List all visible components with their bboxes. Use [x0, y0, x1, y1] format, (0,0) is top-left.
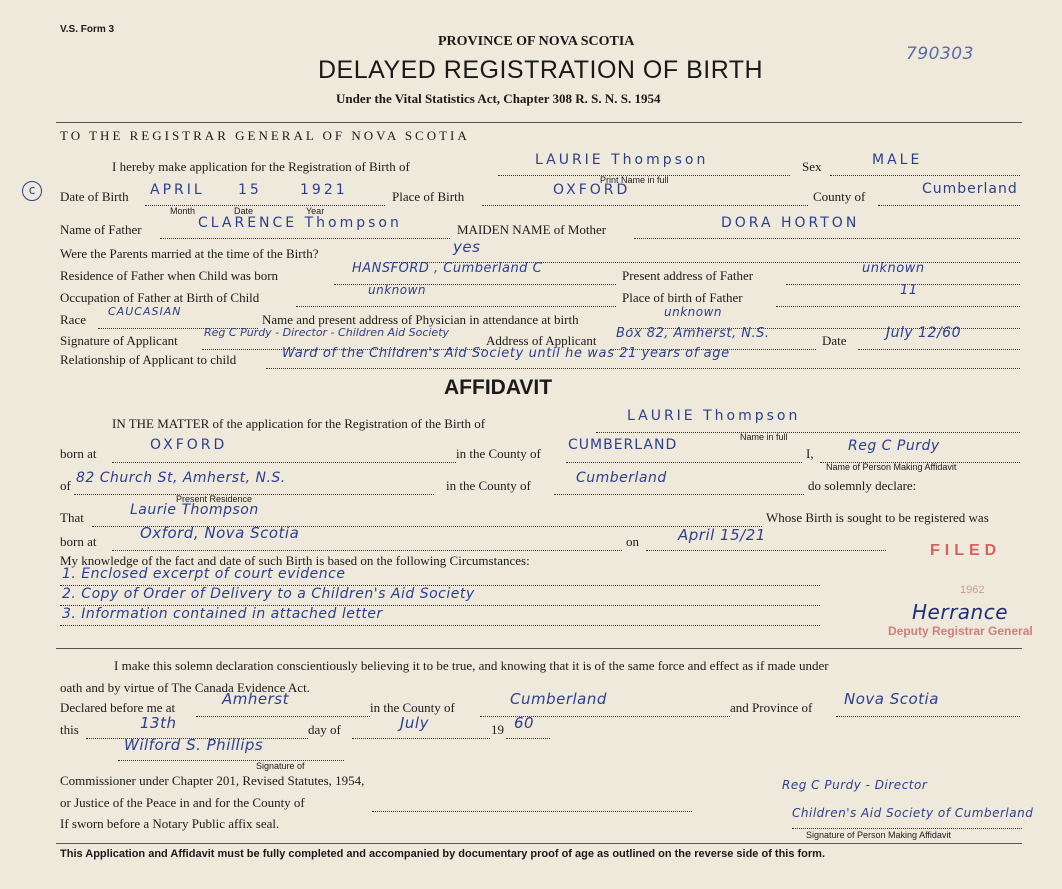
residence-father-value: HANSFORD , Cumberland C: [352, 261, 543, 276]
declarant-signature-1: Reg C Purdy - Director: [782, 778, 928, 792]
declared-at-value: Amherst: [222, 690, 289, 708]
sex-value: MALE: [872, 152, 923, 168]
knowledge-label: My knowledge of the fact and date of such Birth is based on the following Circumstances:: [60, 553, 530, 568]
residence-father-label: Residence of Father when Child was born: [60, 268, 279, 283]
father-value: CLARENCE Thompson: [198, 215, 402, 231]
occupation-line: [296, 306, 616, 307]
relationship-value: Ward of the Children's Aid Society until he was 21 years of age: [282, 346, 730, 361]
physician-value: unknown: [664, 305, 723, 319]
married-value: yes: [453, 238, 481, 256]
born-at-label: born at: [60, 446, 97, 461]
declared-before-label: Declared before me at: [60, 700, 176, 715]
born-at-line: [112, 462, 456, 463]
date-value: July 12/60: [886, 325, 961, 341]
commissioner-signature: Wilford S. Phillips: [124, 736, 264, 754]
on-label: on: [626, 534, 639, 549]
in-county2-label: in the County of: [446, 478, 531, 493]
commissioner-label: Commissioner under Chapter 201, Revised Statutes, 1954,: [60, 773, 365, 788]
declarant-signature-line: [792, 828, 1022, 829]
place-of-birth-line: [482, 205, 808, 206]
year-caption: Year: [306, 206, 325, 216]
form-number: V.S. Form 3: [60, 24, 115, 35]
sig-applicant-value: Reg C Purdy - Director - Children Aid Society: [204, 326, 450, 339]
declared-at-line: [196, 716, 370, 717]
day-value: 13th: [140, 714, 177, 732]
born-at2-value: Oxford, Nova Scotia: [140, 524, 300, 542]
physician-label: Name and present address of Physician in attendance at birth: [262, 312, 579, 327]
mother-label: MAIDEN NAME of Mother: [457, 222, 607, 237]
present-address-father-label: Present address of Father: [622, 268, 754, 283]
county-value: Cumberland: [922, 181, 1018, 197]
in-county-line: [566, 462, 802, 463]
circumstance-line-3: [60, 625, 820, 626]
mother-line: [634, 238, 1020, 239]
commissioner-signature-line: [118, 760, 344, 761]
print-name-caption: Print Name in full: [600, 175, 669, 185]
place-birth-father-label: Place of birth of Father: [622, 290, 743, 305]
sig-applicant-label: Signature of Applicant: [60, 333, 178, 348]
present-address-father-value: unknown: [862, 261, 925, 276]
month-caption: Month: [170, 206, 196, 216]
race-label: Race: [60, 312, 86, 327]
province-line: [836, 716, 1020, 717]
name-in-full-caption: Name in full: [740, 432, 788, 442]
in-county2-value: Cumberland: [576, 470, 667, 486]
justice-county-line: [372, 811, 692, 812]
declaration-text-2: oath and by virtue of The Canada Evidence Act.: [60, 680, 310, 695]
footer-note: This Application and Affidavit must be fully completed and accompanied by documentary proof of age as outlined on the reverse side of this form.: [60, 848, 826, 860]
relationship-label: Relationship of Applicant to child: [60, 352, 237, 367]
in-county3-value: Cumberland: [510, 690, 607, 708]
on-line: [646, 550, 886, 551]
declaration-divider: [56, 648, 1022, 649]
in-county-label: in the County of: [456, 446, 541, 461]
county-label: County of: [813, 189, 866, 204]
circumstance-1: 1. Enclosed excerpt of court evidence: [62, 566, 346, 582]
justice-label: or Justice of the Peace in and for the County of: [60, 795, 305, 810]
father-line: [160, 238, 450, 239]
that-label: That: [60, 510, 84, 525]
dob-month-value: APRIL: [150, 182, 205, 198]
day-of-label: day of: [308, 722, 341, 737]
solemnly-label: do solemnly declare:: [808, 478, 917, 493]
month-value: July: [400, 714, 429, 732]
dob-year-value: 1921: [300, 182, 348, 198]
matter-line: [596, 432, 1020, 433]
circumstance-3: 3. Information contained in attached letter: [62, 606, 383, 622]
i-label: I,: [806, 446, 814, 461]
form-subtitle: Under the Vital Statistics Act, Chapter 308 R. S. N. S. 1954: [336, 91, 661, 106]
declaration-text: I make this solemn declaration conscientiously believing it to be true, and knowing that it is of the same force and effect as if made under: [114, 658, 829, 673]
occupation-label: Occupation of Father at Birth of Child: [60, 290, 260, 305]
province-label: and Province of: [730, 700, 813, 715]
place-of-birth-label: Place of Birth: [392, 189, 465, 204]
notary-label: If sworn before a Notary Public affix seal.: [60, 816, 280, 831]
on-value: April 15/21: [678, 526, 766, 544]
child-name-value: LAURIE Thompson: [535, 152, 709, 168]
address-applicant-label: Address of Applicant: [486, 333, 597, 348]
occupation-value: unknown: [368, 283, 427, 297]
deputy-signature: Herrance: [912, 600, 1009, 624]
filed-stamp: FILED: [930, 542, 1002, 559]
born-at2-line: [112, 550, 622, 551]
year-line: [506, 738, 550, 739]
matter-label: IN THE MATTER of the application for the Registration of the Birth of: [112, 416, 486, 431]
born-at-value: OXFORD: [150, 437, 228, 453]
date-line: [858, 349, 1020, 350]
residence-line: [74, 494, 434, 495]
born-at2-label: born at: [60, 534, 97, 549]
relationship-line: [266, 368, 1020, 369]
margin-mark: c: [22, 181, 42, 201]
dob-label: Date of Birth: [60, 189, 129, 204]
married-label: Were the Parents married at the time of the Birth?: [60, 246, 319, 261]
mother-value: DORA HORTON: [721, 215, 860, 231]
signature-caption: Signature of: [256, 761, 305, 771]
matter-child-value: LAURIE Thompson: [627, 408, 801, 424]
to-registrar-line: TO THE REGISTRAR GENERAL OF NOVA SCOTIA: [60, 128, 470, 143]
file-number: 790303: [906, 44, 974, 64]
father-label: Name of Father: [60, 222, 142, 237]
footer-divider: [56, 843, 1022, 844]
in-county-value: CUMBERLAND: [568, 437, 678, 453]
that-value: Laurie Thompson: [130, 502, 259, 518]
deputy-registrar-stamp: Deputy Registrar General: [888, 624, 1033, 638]
sex-label: Sex: [802, 159, 822, 174]
race-value: CAUCASIAN: [108, 305, 182, 318]
address-applicant-value: Box 82, Amherst, N.S.: [616, 326, 770, 341]
county-line: [878, 205, 1020, 206]
form-title: DELAYED REGISTRATION OF BIRTH: [318, 56, 764, 84]
province-value: Nova Scotia: [844, 690, 939, 708]
place-of-birth-value: OXFORD: [553, 182, 631, 198]
declarant-sig-caption: Signature of Person Making Affidavit: [806, 830, 951, 840]
sex-line: [830, 175, 1020, 176]
this-label: this: [60, 722, 79, 737]
apply-label: I hereby make application for the Registration of Birth of: [112, 159, 410, 174]
in-county3-label: in the County of: [370, 700, 455, 715]
filed-stamp-date: 1962: [960, 584, 985, 596]
place-birth-father-line: [776, 306, 1020, 307]
province-heading: PROVINCE OF NOVA SCOTIA: [438, 34, 635, 49]
declarant-caption: Name of Person Making Affidavit: [826, 462, 957, 472]
in-county2-line: [554, 494, 804, 495]
date-caption: Date: [234, 206, 254, 216]
header-divider: [56, 122, 1022, 123]
residence-value: 82 Church St, Amherst, N.S.: [76, 470, 286, 486]
of-label: of: [60, 478, 71, 493]
affidavit-heading: AFFIDAVIT: [444, 376, 553, 399]
month-line: [352, 738, 490, 739]
whose-birth-label: Whose Birth is sought to be registered was: [766, 510, 989, 525]
year-value: 60: [514, 714, 535, 732]
declarant-value: Reg C Purdy: [848, 438, 940, 454]
residence-caption: Present Residence: [176, 494, 253, 504]
date-label: Date: [822, 333, 847, 348]
year-prefix: 19: [491, 722, 504, 737]
dob-day-value: 15: [238, 182, 262, 198]
place-birth-father-value: 11: [900, 283, 918, 298]
circumstance-2: 2. Copy of Order of Delivery to a Children's Aid Society: [62, 586, 475, 602]
declarant-signature-2: Children's Aid Society of Cumberland: [792, 806, 1034, 820]
